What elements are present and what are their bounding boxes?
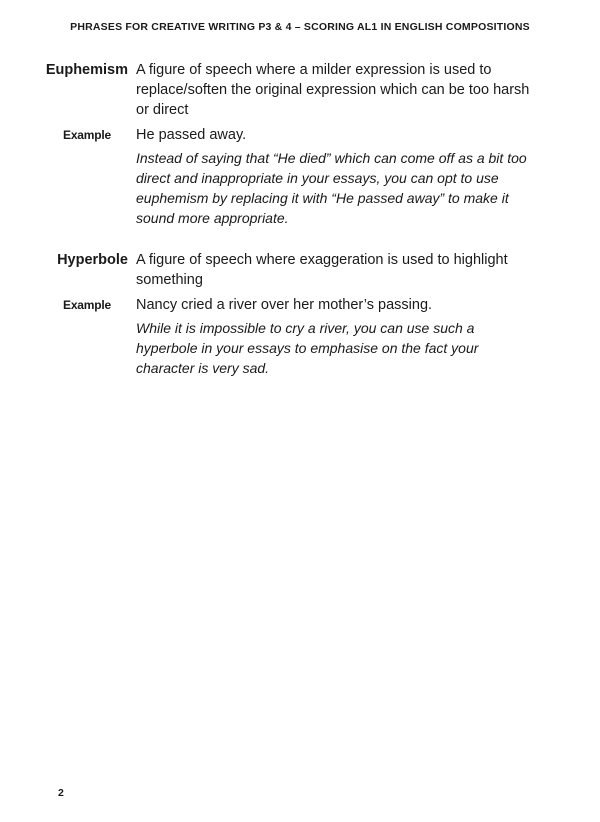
page-number: 2: [58, 787, 64, 799]
example-explanation: While it is impossible to cry a river, you can use such a hyperbole in your essays to emphasise on the fact your character is very sad.: [136, 320, 479, 376]
glossary-entries: [0, 60, 600, 378]
running-head: PHRASES FOR CREATIVE WRITING P3 & 4 – SCORING AL1 IN ENGLISH COMPOSITIONS: [70, 21, 530, 33]
example-label: Example: [63, 298, 111, 312]
example-explanation: Instead of saying that “He died” which can come off as a bit too direct and inappropriate in your essays, you can opt to use euphemism by replacing it with “He passed away” to make it sound more appropriate.: [136, 150, 527, 226]
term: Euphemism: [45, 62, 128, 78]
definition: A figure of speech where a milder expression is used to replace/soften the original expression which can be too harsh or direct: [136, 62, 530, 118]
example-sentence: He passed away.: [136, 127, 247, 143]
definition: A figure of speech where exaggeration is used to highlight something: [136, 252, 508, 288]
term: Hyperbole: [57, 252, 128, 268]
glossary-entry-hyperbole: [0, 250, 600, 378]
example-sentence: Nancy cried a river over her mother’s passing.: [136, 297, 433, 313]
example-label: Example: [63, 128, 111, 142]
glossary-entry-euphemism: [0, 60, 600, 228]
